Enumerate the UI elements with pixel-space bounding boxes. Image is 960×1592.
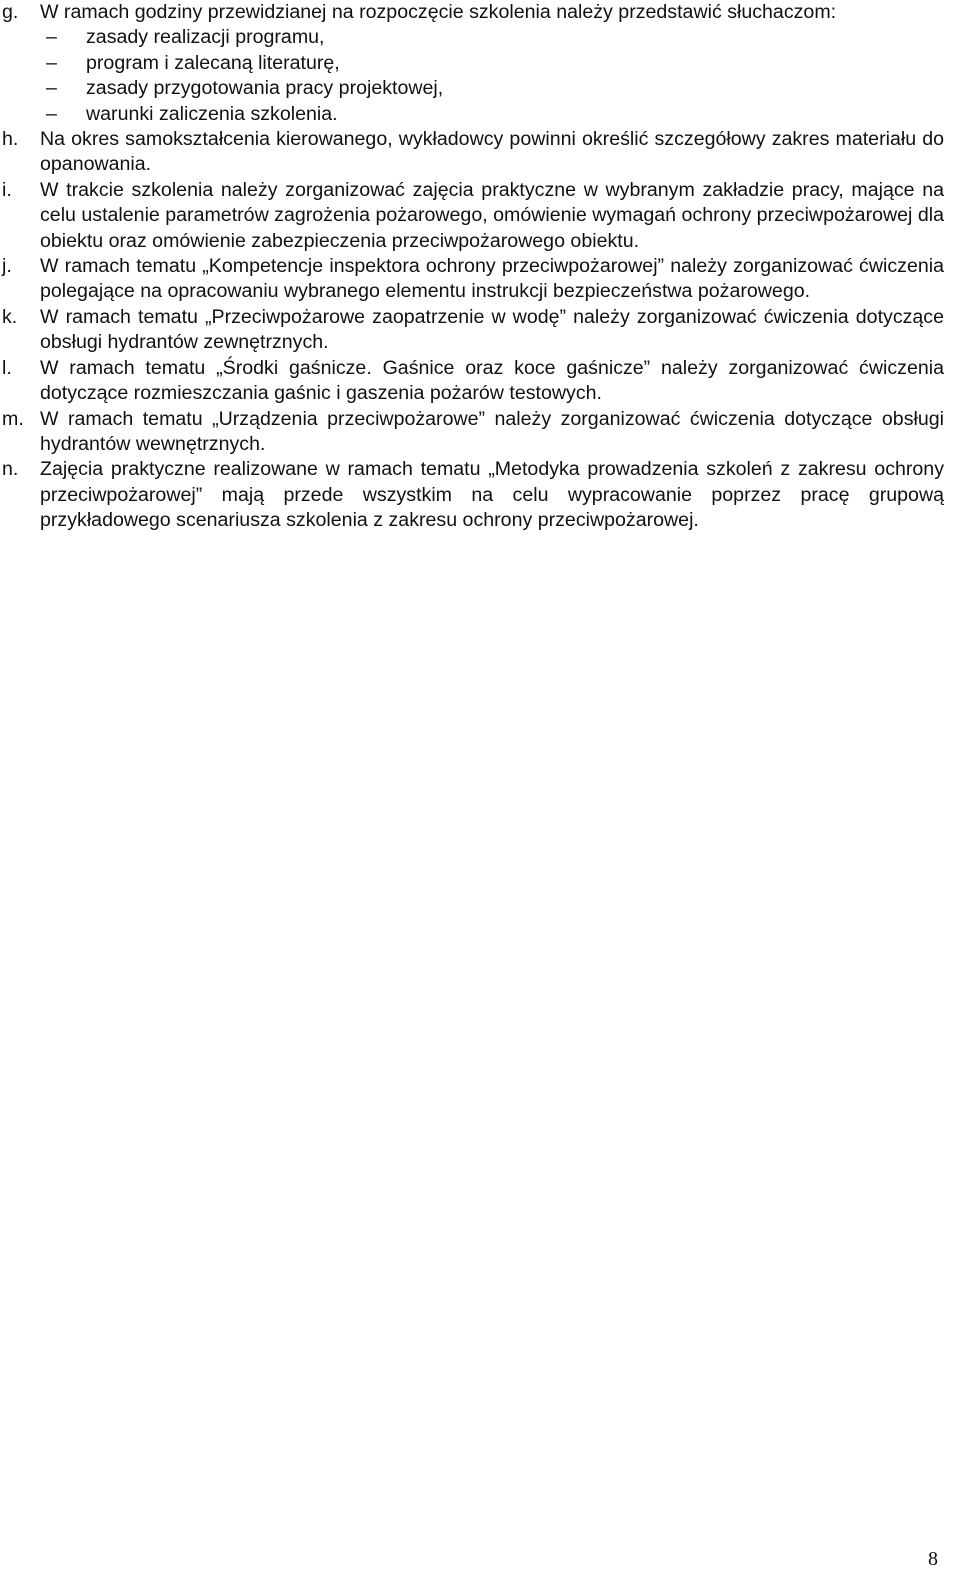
list-item-g (2, 0, 944, 127)
bullet-text: program i zalecaną literaturę, (86, 51, 340, 74)
list-marker: k. (2, 305, 18, 328)
dash-bullet: – (46, 102, 57, 125)
list-marker: i. (2, 178, 12, 201)
list-item-k (2, 305, 944, 356)
list-item-text: W ramach tematu „Kompetencje inspektora ochrony przeciwpożarowej” należy zorganizować ćwiczenia polegające na opracowaniu wybranego elementu instrukcji bezpieczeństwa pożarowego. (40, 255, 944, 303)
list-marker: m. (2, 407, 24, 430)
bullet-text: zasady przygotowania pracy projektowej, (86, 77, 444, 100)
list-item-h (2, 127, 944, 178)
bullet-item (40, 51, 944, 76)
list-item-text: W ramach tematu „Środki gaśnicze. Gaśnice oraz koce gaśnicze” należy zorganizować ćwiczenia dotyczące rozmieszczania gaśnic i gaszenia pożarów testowych. (40, 356, 944, 405)
list-marker: n. (2, 458, 19, 481)
list-marker: h. (2, 128, 19, 151)
list-item-i (2, 178, 944, 254)
dash-bullet: – (46, 51, 57, 74)
bullet-text: warunki zaliczenia szkolenia. (86, 102, 338, 125)
list-item-j (2, 254, 944, 305)
list-marker: j. (2, 255, 12, 278)
bullet-list (40, 25, 944, 127)
document-body (2, 0, 944, 534)
list-marker: l. (2, 356, 12, 379)
list-item-text: Na okres samokształcenia kierowanego, wykładowcy powinni określić szczegółowy zakres materiału do opanowania. (40, 128, 944, 176)
page-number: 8 (928, 1548, 938, 1570)
list-item-text: W ramach tematu „Urządzenia przeciwpożarowe” należy zorganizować ćwiczenia dotyczące obsługi hydrantów wewnętrznych. (40, 407, 944, 455)
list-item-n (2, 457, 944, 533)
bullet-item (40, 25, 944, 50)
dash-bullet: – (46, 26, 57, 49)
list-item-text: W ramach tematu „Przeciwpożarowe zaopatrzenie w wodę” należy zorganizować ćwiczenia dotyczące obsługi hydrantów zewnętrznych. (40, 305, 944, 354)
list-item-text: W ramach godziny przewidzianej na rozpoczęcie szkolenia należy przedstawić słuchaczom: (40, 1, 837, 23)
bullet-text: zasady realizacji programu, (86, 26, 325, 49)
list-item-m (2, 407, 944, 458)
list-item-l (2, 356, 944, 407)
bullet-item (40, 76, 944, 101)
list-marker: g. (2, 1, 19, 23)
bullet-item (40, 102, 944, 127)
list-item-text: Zajęcia praktyczne realizowane w ramach tematu „Metodyka prowadzenia szkoleń z zakresu ochrony przeciwpożarowej” mają przede wszystkim na celu wypracowanie poprzez pracę grupową przykładowego scenariusza szkolenia z zakresu ochrony przeciwpożarowej. (40, 458, 944, 532)
dash-bullet: – (46, 77, 57, 100)
list-item-text: W trakcie szkolenia należy zorganizować zajęcia praktyczne w wybranym zakładzie pracy, mające na celu ustalenie parametrów zagrożenia pożarowego, omówienie wymagań ochrony przeciwpożarowej dla obiektu oraz omówienie zabezpieczenia przeciwpożarowego obiektu. (40, 178, 944, 252)
